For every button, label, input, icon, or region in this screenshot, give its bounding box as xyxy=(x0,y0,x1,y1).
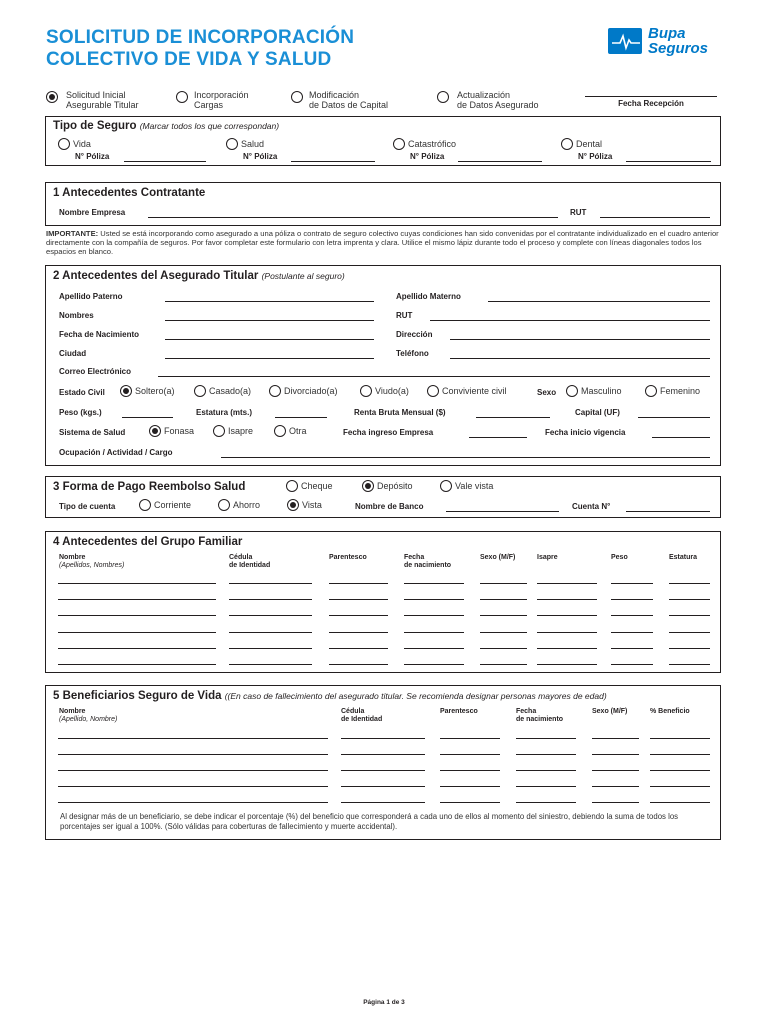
nombre-banco-field[interactable] xyxy=(446,511,559,512)
beneficiary-row-1-cell-4[interactable] xyxy=(516,738,576,739)
family-row-6-cell-5[interactable] xyxy=(480,664,527,665)
beneficiary-note: Al designar más de un beneficiario, se debe indicar el porcentaje (%) del beneficio que corresponderá a cada uno de ellos al momento del siniestro, debiendo la suma de todos los porcentajes ser igual a 100%. (Sólo válidas para coberturas de fallecimiento y muerte accidental). xyxy=(60,812,679,831)
radio-viudo[interactable] xyxy=(360,385,372,397)
radio-incorporacion-cargas[interactable] xyxy=(176,91,188,103)
family-row-5-cell-6[interactable] xyxy=(537,648,597,649)
correo-label: Correo Electrónico xyxy=(59,367,132,376)
telefono-field[interactable] xyxy=(450,358,710,359)
family-row-3-cell-2[interactable] xyxy=(229,615,312,616)
option-ahorro[interactable]: Ahorro xyxy=(218,500,260,511)
poliza-dental-label: N° Póliza xyxy=(578,152,613,161)
beneficiary-row-5-cell-3[interactable] xyxy=(440,802,500,803)
family-row-3-cell-3[interactable] xyxy=(329,615,388,616)
poliza-catastrofico-label: N° Póliza xyxy=(410,152,445,161)
family-row-4-cell-6[interactable] xyxy=(537,632,597,633)
section5-title: 5 Beneficiarios Seguro de Vida ((En caso de fallecimiento del asegurado titular. Se recomienda designar personas mayores de edad) xyxy=(53,690,607,702)
option-soltero[interactable]: Soltero(a) xyxy=(120,386,175,397)
family-row-2-cell-1[interactable] xyxy=(58,599,216,600)
col-sexo: Sexo (M/F) xyxy=(480,554,516,561)
beneficiary-row-5-cell-6[interactable] xyxy=(650,802,710,803)
poliza-salud-label: N° Póliza xyxy=(243,152,278,161)
family-row-1-cell-3[interactable] xyxy=(329,583,388,584)
family-row-3-cell-6[interactable] xyxy=(537,615,597,616)
renta-label: Renta Bruta Mensual ($) xyxy=(354,408,446,417)
col-beneficiario-nombre: Nombre (Apellido, Nombre) xyxy=(59,708,118,723)
col-beneficiario-cedula: Cédula de Identidad xyxy=(341,708,383,723)
beneficiary-row-5-cell-2[interactable] xyxy=(341,802,425,803)
family-row-5-cell-8[interactable] xyxy=(669,648,710,649)
family-row-6-cell-7[interactable] xyxy=(611,664,653,665)
fecha-nacimiento-label: Fecha de Nacimiento xyxy=(59,330,140,339)
family-row-2-cell-7[interactable] xyxy=(611,599,653,600)
poliza-vida-label: N° Póliza xyxy=(75,152,110,161)
family-row-1-cell-2[interactable] xyxy=(229,583,312,584)
radio-otra[interactable] xyxy=(274,425,286,437)
beneficiary-row-4-cell-4[interactable] xyxy=(516,786,576,787)
radio-vale-vista[interactable] xyxy=(440,480,452,492)
family-row-4-cell-7[interactable] xyxy=(611,632,653,633)
family-row-6-cell-3[interactable] xyxy=(329,664,388,665)
family-row-5-cell-2[interactable] xyxy=(229,648,312,649)
estado-civil-label: Estado Civil xyxy=(59,388,105,397)
option-casado[interactable]: Casado(a) xyxy=(194,386,251,397)
rut-titular-field[interactable] xyxy=(430,320,710,321)
beneficiary-row-2-cell-2[interactable] xyxy=(341,754,425,755)
form-title: SOLICITUD DE INCORPORACIÓN COLECTIVO DE VIDA Y SALUD xyxy=(46,27,355,70)
option-otra[interactable]: Otra xyxy=(274,426,307,437)
family-row-4-cell-1[interactable] xyxy=(58,632,216,633)
col-estatura: Estatura xyxy=(669,554,698,561)
family-row-4-cell-2[interactable] xyxy=(229,632,312,633)
col-isapre: Isapre xyxy=(537,554,558,561)
nombre-empresa-label: Nombre Empresa xyxy=(59,208,126,217)
col-cedula: Cédula de Identidad xyxy=(229,554,271,569)
option-vida[interactable]: Vida xyxy=(58,139,91,150)
col-parentesco: Parentesco xyxy=(329,554,367,561)
nombre-empresa-field[interactable] xyxy=(148,217,558,218)
radio-fonasa[interactable] xyxy=(149,425,161,437)
family-row-2-cell-5[interactable] xyxy=(480,599,527,600)
family-row-5-cell-7[interactable] xyxy=(611,648,653,649)
col-beneficiario-parentesco: Parentesco xyxy=(440,708,478,715)
family-row-6-cell-2[interactable] xyxy=(229,664,312,665)
option-masculino[interactable]: Masculino xyxy=(566,386,622,397)
beneficiary-row-2-cell-3[interactable] xyxy=(440,754,500,755)
family-row-5-cell-4[interactable] xyxy=(404,648,464,649)
beneficiary-row-5-cell-5[interactable] xyxy=(592,802,639,803)
option-femenino[interactable]: Femenino xyxy=(645,386,700,397)
important-notice: IMPORTANTE: Usted se está incorporando como asegurado a una póliza o contrato de seguro colectivo cuyas condiciones han sido convenidas por el contratante individualizado en el cuadro anterior directamente con la compañía de seguros. Por favor completar este formulario con letra imprenta y clara. Utilice el mismo lápiz durante todo el proceso y complete con líneas diagonales todos los espacios en blanco. xyxy=(46,229,719,256)
apellido-materno-field[interactable] xyxy=(488,301,710,302)
sistema-salud-label: Sistema de Salud xyxy=(59,428,126,437)
rut-titular-label: RUT xyxy=(396,311,413,320)
family-row-3-cell-7[interactable] xyxy=(611,615,653,616)
radio-cheque[interactable] xyxy=(286,480,298,492)
section4-box xyxy=(45,531,721,673)
beneficiary-row-1-cell-1[interactable] xyxy=(58,738,328,739)
col-peso: Peso xyxy=(611,554,628,561)
fecha-ingreso-label: Fecha ingreso Empresa xyxy=(343,428,434,437)
apellido-paterno-field[interactable] xyxy=(165,301,374,302)
bupa-logo: Bupa Seguros xyxy=(608,26,723,58)
option-divorciado[interactable]: Divorciado(a) xyxy=(269,386,338,397)
option-vale-vista[interactable]: Vale vista xyxy=(440,481,493,492)
peso-field[interactable] xyxy=(122,417,173,418)
family-row-3-cell-1[interactable] xyxy=(58,615,216,616)
poliza-salud-field[interactable] xyxy=(291,161,375,162)
option-vista[interactable]: Vista xyxy=(287,500,322,511)
family-row-5-cell-3[interactable] xyxy=(329,648,388,649)
section2-title: 2 Antecedentes del Asegurado Titular (Postulante al seguro) xyxy=(53,270,345,282)
fecha-ingreso-field[interactable] xyxy=(469,437,527,438)
beneficiary-row-4-cell-1[interactable] xyxy=(58,786,328,787)
page-number: Página 1 de 3 xyxy=(363,999,405,1006)
heartbeat-icon xyxy=(608,28,642,54)
ocupacion-field[interactable] xyxy=(221,457,710,458)
col-fecha-nacimiento: Fecha de nacimiento xyxy=(404,554,452,569)
option-catastrofico[interactable]: Catastrófico xyxy=(393,139,456,150)
beneficiary-row-3-cell-3[interactable] xyxy=(440,770,500,771)
beneficiary-row-4-cell-5[interactable] xyxy=(592,786,639,787)
family-row-4-cell-3[interactable] xyxy=(329,632,388,633)
poliza-catastrofico-field[interactable] xyxy=(458,161,542,162)
family-row-1-cell-1[interactable] xyxy=(58,583,216,584)
family-row-3-cell-8[interactable] xyxy=(669,615,710,616)
family-row-4-cell-5[interactable] xyxy=(480,632,527,633)
rut-empresa-label: RUT xyxy=(570,208,587,217)
beneficiary-row-2-cell-6[interactable] xyxy=(650,754,710,755)
beneficiary-row-3-cell-6[interactable] xyxy=(650,770,710,771)
radio-casado[interactable] xyxy=(194,385,206,397)
family-row-6-cell-8[interactable] xyxy=(669,664,710,665)
family-row-1-cell-4[interactable] xyxy=(404,583,464,584)
family-row-1-cell-5[interactable] xyxy=(480,583,527,584)
apellido-paterno-label: Apellido Paterno xyxy=(59,292,123,301)
section1-title: 1 Antecedentes Contratante xyxy=(53,187,206,199)
family-row-3-cell-5[interactable] xyxy=(480,615,527,616)
beneficiary-row-1-cell-6[interactable] xyxy=(650,738,710,739)
radio-femenino[interactable] xyxy=(645,385,657,397)
col-beneficiario-sexo: Sexo (M/F) xyxy=(592,708,628,715)
family-row-5-cell-1[interactable] xyxy=(58,648,216,649)
beneficiary-row-3-cell-4[interactable] xyxy=(516,770,576,771)
option-deposito[interactable]: Depósito xyxy=(362,481,413,492)
option-conviviente[interactable]: Conviviente civil xyxy=(427,386,507,397)
radio-catastrofico[interactable] xyxy=(393,138,405,150)
fecha-vigencia-field[interactable] xyxy=(652,437,710,438)
radio-modificacion-capital[interactable] xyxy=(291,91,303,103)
radio-deposito[interactable] xyxy=(362,480,374,492)
fecha-vigencia-label: Fecha inicio vigencia xyxy=(545,428,626,437)
beneficiary-row-4-cell-2[interactable] xyxy=(341,786,425,787)
family-row-2-cell-4[interactable] xyxy=(404,599,464,600)
family-row-1-cell-7[interactable] xyxy=(611,583,653,584)
poliza-vida-field[interactable] xyxy=(124,161,206,162)
option-corriente[interactable]: Corriente xyxy=(139,500,191,511)
peso-label: Peso (kgs.) xyxy=(59,408,102,417)
family-row-1-cell-8[interactable] xyxy=(669,583,710,584)
sexo-label: Sexo xyxy=(537,388,557,397)
correo-field[interactable] xyxy=(158,376,710,377)
family-row-2-cell-8[interactable] xyxy=(669,599,710,600)
beneficiary-row-4-cell-6[interactable] xyxy=(650,786,710,787)
option-fonasa[interactable]: Fonasa xyxy=(149,426,194,437)
poliza-dental-field[interactable] xyxy=(626,161,711,162)
nombres-label: Nombres xyxy=(59,311,94,320)
family-row-1-cell-6[interactable] xyxy=(537,583,597,584)
family-row-6-cell-1[interactable] xyxy=(58,664,216,665)
radio-solicitud-inicial[interactable] xyxy=(46,91,58,103)
tipo-cuenta-label: Tipo de cuenta xyxy=(59,502,116,511)
radio-isapre[interactable] xyxy=(213,425,225,437)
beneficiary-row-2-cell-4[interactable] xyxy=(516,754,576,755)
estatura-field[interactable] xyxy=(275,417,327,418)
col-beneficiario-porcentaje: % Beneficio xyxy=(650,708,690,715)
col-nombre: Nombre (Apellidos, Nombres) xyxy=(59,554,125,569)
radio-corriente[interactable] xyxy=(139,499,151,511)
nombre-banco-label: Nombre de Banco xyxy=(355,502,424,511)
direccion-label: Dirección xyxy=(396,330,433,339)
family-row-4-cell-4[interactable] xyxy=(404,632,464,633)
option-isapre[interactable]: Isapre xyxy=(213,426,253,437)
radio-ahorro[interactable] xyxy=(218,499,230,511)
ciudad-label: Ciudad xyxy=(59,349,87,358)
tipo-seguro-title: Tipo de Seguro (Marcar todos los que correspondan) xyxy=(53,120,280,132)
cuenta-numero-field[interactable] xyxy=(626,511,710,512)
nombres-field[interactable] xyxy=(165,320,374,321)
col-beneficiario-fecha: Fecha de nacimiento xyxy=(516,708,564,723)
beneficiary-row-4-cell-3[interactable] xyxy=(440,786,500,787)
fecha-recepcion-field[interactable] xyxy=(585,96,717,97)
capital-label: Capital (UF) xyxy=(575,408,620,417)
option-dental[interactable]: Dental xyxy=(561,139,602,150)
radio-divorciado[interactable] xyxy=(269,385,281,397)
beneficiary-row-3-cell-1[interactable] xyxy=(58,770,328,771)
family-row-2-cell-2[interactable] xyxy=(229,599,312,600)
beneficiary-row-2-cell-1[interactable] xyxy=(58,754,328,755)
option-viudo[interactable]: Viudo(a) xyxy=(360,386,409,397)
radio-vista[interactable] xyxy=(287,499,299,511)
family-row-4-cell-8[interactable] xyxy=(669,632,710,633)
apellido-materno-label: Apellido Materno xyxy=(396,292,461,301)
option-salud[interactable]: Salud xyxy=(226,139,264,150)
radio-dental[interactable] xyxy=(561,138,573,150)
beneficiary-row-3-cell-2[interactable] xyxy=(341,770,425,771)
beneficiary-row-5-cell-4[interactable] xyxy=(516,802,576,803)
fecha-nacimiento-field[interactable] xyxy=(165,339,374,340)
ciudad-field[interactable] xyxy=(165,358,374,359)
beneficiary-row-3-cell-5[interactable] xyxy=(592,770,639,771)
direccion-field[interactable] xyxy=(450,339,710,340)
capital-field[interactable] xyxy=(638,417,710,418)
beneficiary-row-5-cell-1[interactable] xyxy=(58,802,328,803)
beneficiary-row-1-cell-3[interactable] xyxy=(440,738,500,739)
radio-actualizacion-datos[interactable] xyxy=(437,91,449,103)
rut-empresa-field[interactable] xyxy=(600,217,710,218)
family-row-3-cell-4[interactable] xyxy=(404,615,464,616)
telefono-label: Teléfono xyxy=(396,349,429,358)
beneficiary-row-1-cell-5[interactable] xyxy=(592,738,639,739)
section4-title: 4 Antecedentes del Grupo Familiar xyxy=(53,536,243,548)
radio-conviviente[interactable] xyxy=(427,385,439,397)
cuenta-numero-label: Cuenta N° xyxy=(572,502,611,511)
estatura-label: Estatura (mts.) xyxy=(196,408,253,417)
radio-vida[interactable] xyxy=(58,138,70,150)
fecha-recepcion-label: Fecha Recepción xyxy=(618,99,684,108)
family-row-6-cell-4[interactable] xyxy=(404,664,464,665)
section3-title: 3 Forma de Pago Reembolso Salud xyxy=(53,481,246,493)
beneficiary-row-1-cell-2[interactable] xyxy=(341,738,425,739)
radio-salud[interactable] xyxy=(226,138,238,150)
family-row-6-cell-6[interactable] xyxy=(537,664,597,665)
radio-masculino[interactable] xyxy=(566,385,578,397)
radio-soltero[interactable] xyxy=(120,385,132,397)
family-row-5-cell-5[interactable] xyxy=(480,648,527,649)
beneficiary-row-2-cell-5[interactable] xyxy=(592,754,639,755)
option-cheque[interactable]: Cheque xyxy=(286,481,333,492)
family-row-2-cell-6[interactable] xyxy=(537,599,597,600)
ocupacion-label: Ocupación / Actividad / Cargo xyxy=(59,448,173,457)
renta-field[interactable] xyxy=(476,417,550,418)
family-row-2-cell-3[interactable] xyxy=(329,599,388,600)
